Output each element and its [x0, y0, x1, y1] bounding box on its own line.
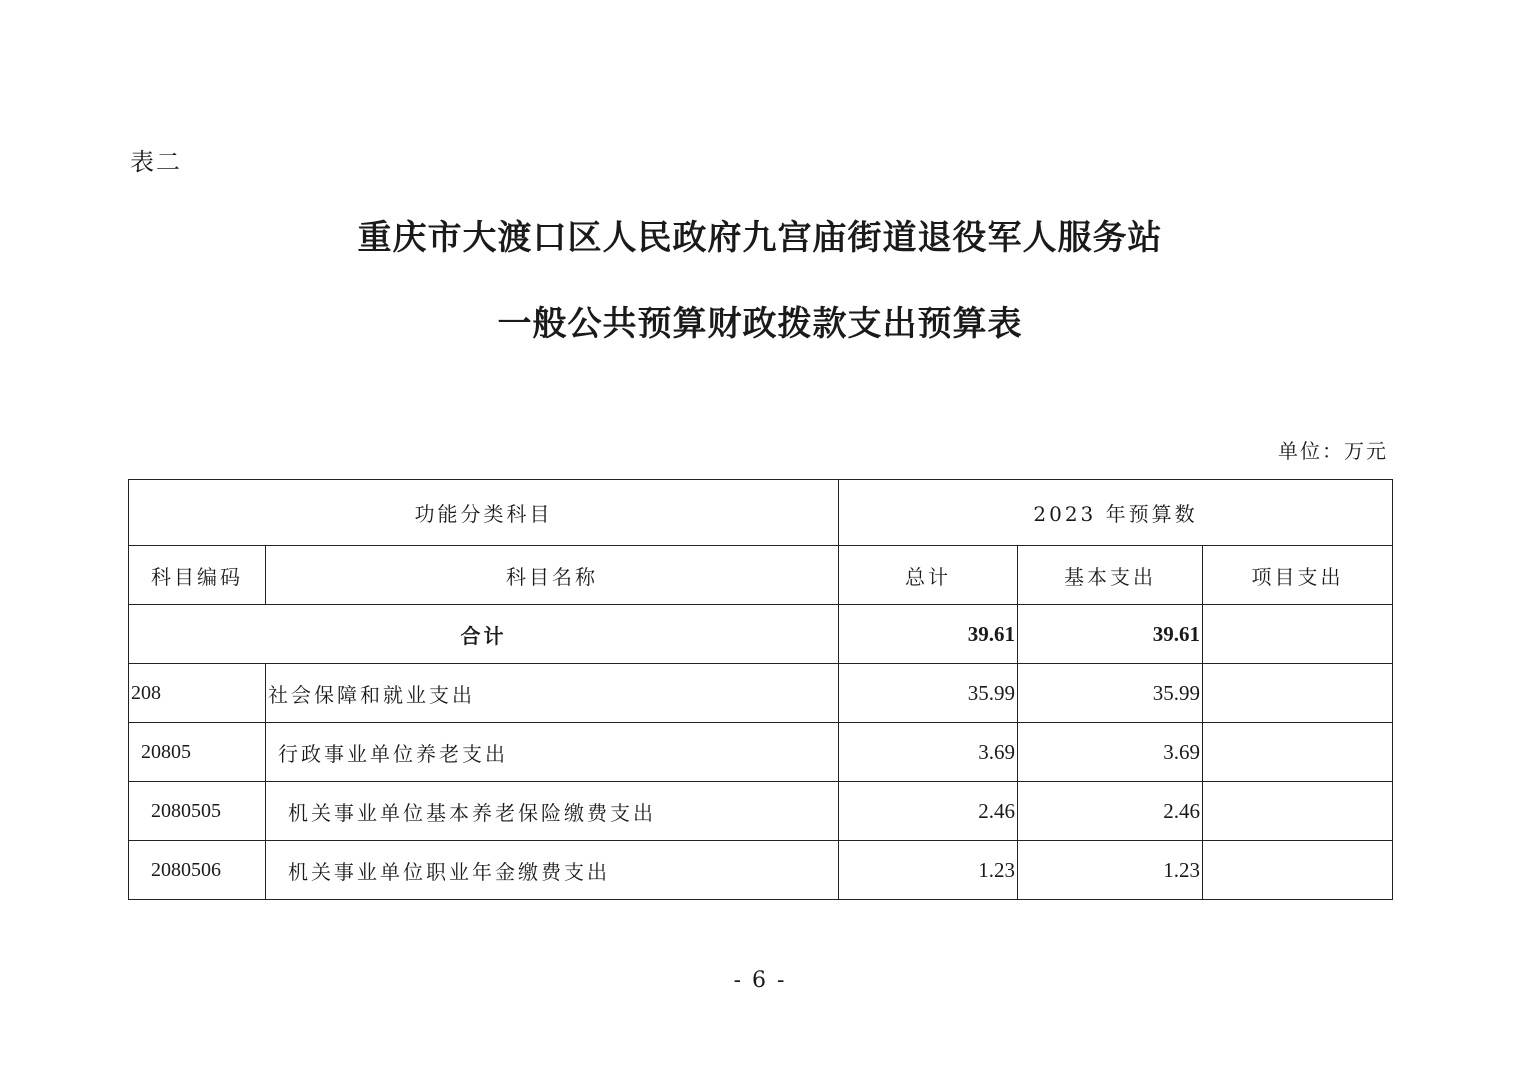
unit-label: 单位：万元 [1278, 439, 1388, 463]
table-row [129, 723, 1393, 782]
subject-code: 208 [129, 664, 266, 723]
header-subject-code: 科目编码 [129, 546, 266, 605]
subject-name: 机关事业单位基本养老保险缴费支出 [266, 782, 839, 841]
table-row [129, 664, 1393, 723]
header-subject-name: 科目名称 [266, 546, 839, 605]
total-project-amount [1203, 605, 1393, 664]
table-row [129, 782, 1393, 841]
subject-code: 2080506 [129, 841, 266, 900]
project-amount [1203, 664, 1393, 723]
total-amount: 3.69 [839, 723, 1018, 782]
project-amount [1203, 841, 1393, 900]
table-label: 表二 [130, 148, 182, 176]
subject-name: 社会保障和就业支出 [266, 664, 839, 723]
total-amount: 2.46 [839, 782, 1018, 841]
header-row-columns [129, 546, 1393, 605]
header-total: 总计 [839, 546, 1018, 605]
table-row [129, 841, 1393, 900]
header-functional-classification: 功能分类科目 [129, 480, 839, 546]
subject-name: 机关事业单位职业年金缴费支出 [266, 841, 839, 900]
header-budget-2023: 2023 年预算数 [839, 480, 1393, 546]
page-number: - 6 - [733, 968, 787, 993]
header-row-group [129, 480, 1393, 546]
document-title-line-1: 重庆市大渡口区人民政府九宫庙街道退役军人服务站 [357, 218, 1163, 258]
basic-amount: 2.46 [1018, 782, 1203, 841]
project-amount [1203, 782, 1393, 841]
subject-name: 行政事业单位养老支出 [266, 723, 839, 782]
total-amount: 39.61 [839, 605, 1018, 664]
basic-amount: 35.99 [1018, 664, 1203, 723]
total-amount: 35.99 [839, 664, 1018, 723]
subject-code: 2080505 [129, 782, 266, 841]
subject-code: 20805 [129, 723, 266, 782]
total-basic-amount: 39.61 [1018, 605, 1203, 664]
total-label: 合计 [129, 605, 839, 664]
total-amount: 1.23 [839, 841, 1018, 900]
budget-table [128, 479, 1393, 900]
basic-amount: 3.69 [1018, 723, 1203, 782]
header-basic-expenditure: 基本支出 [1018, 546, 1203, 605]
project-amount [1203, 723, 1393, 782]
header-project-expenditure: 项目支出 [1203, 546, 1393, 605]
document-title-line-2: 一般公共预算财政拨款支出预算表 [497, 304, 1023, 344]
basic-amount: 1.23 [1018, 841, 1203, 900]
total-row [129, 605, 1393, 664]
